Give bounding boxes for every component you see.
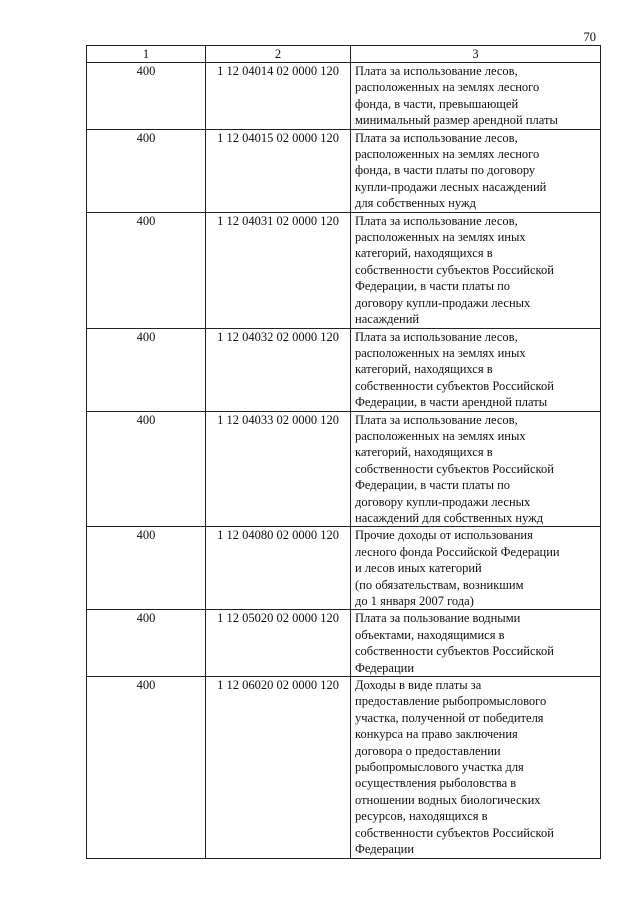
table-row bbox=[87, 527, 601, 610]
income-code-cell: 1 12 04080 02 0000 120 bbox=[206, 527, 351, 610]
table-row bbox=[87, 212, 601, 328]
admin-code-cell: 400 bbox=[87, 411, 206, 527]
income-name-cell: Плата за использование лесов, расположенных на землях иных категорий, находящихся в собственности субъектов Российской Федерации, в части платы по договору купли-продажи лесных насаждений bbox=[351, 212, 601, 328]
table-row bbox=[87, 328, 601, 411]
admin-code-cell: 400 bbox=[87, 212, 206, 328]
admin-code-cell: 400 bbox=[87, 677, 206, 858]
page-number: 70 bbox=[583, 30, 596, 44]
table-row bbox=[87, 411, 601, 527]
income-code-cell: 1 12 05020 02 0000 120 bbox=[206, 610, 351, 677]
table-row bbox=[87, 63, 601, 130]
budget-classification-table bbox=[86, 45, 601, 859]
income-code-cell: 1 12 04031 02 0000 120 bbox=[206, 212, 351, 328]
income-name-cell: Плата за использование лесов, расположенных на землях иных категорий, находящихся в собственности субъектов Российской Федерации, в части платы по договору купли-продажи лесных насаждений для собственных нужд bbox=[351, 411, 601, 527]
table-row bbox=[87, 129, 601, 212]
table-header-row bbox=[87, 46, 601, 63]
admin-code-cell: 400 bbox=[87, 610, 206, 677]
income-name-cell: Плата за использование лесов, расположенных на землях иных категорий, находящихся в собственности субъектов Российской Федерации, в части арендной платы bbox=[351, 328, 601, 411]
table-row bbox=[87, 677, 601, 858]
income-name-cell: Доходы в виде платы за предоставление рыбопромыслового участка, полученной от победителя конкурса на право заключения договора о предоставлении рыбопромыслового участка для осуществления рыболовства в отношении водных биологических ресурсов, находящихся в собственности субъектов Российской Федерации bbox=[351, 677, 601, 858]
income-code-cell: 1 12 04015 02 0000 120 bbox=[206, 129, 351, 212]
table-row bbox=[87, 610, 601, 677]
income-code-cell: 1 12 04014 02 0000 120 bbox=[206, 63, 351, 130]
income-code-cell: 1 12 04032 02 0000 120 bbox=[206, 328, 351, 411]
admin-code-cell: 400 bbox=[87, 527, 206, 610]
column-header-2: 2 bbox=[206, 46, 351, 63]
admin-code-cell: 400 bbox=[87, 129, 206, 212]
admin-code-cell: 400 bbox=[87, 328, 206, 411]
income-code-cell: 1 12 04033 02 0000 120 bbox=[206, 411, 351, 527]
column-header-3: 3 bbox=[351, 46, 601, 63]
admin-code-cell: 400 bbox=[87, 63, 206, 130]
income-name-cell: Прочие доходы от использования лесного фонда Российской Федерации и лесов иных категорий (по обязательствам, возникшим до 1 января 2007 года) bbox=[351, 527, 601, 610]
column-header-1: 1 bbox=[87, 46, 206, 63]
income-name-cell: Плата за пользование водными объектами, находящимися в собственности субъектов Российской Федерации bbox=[351, 610, 601, 677]
income-name-cell: Плата за использование лесов, расположенных на землях лесного фонда, в части, превышающей минимальный размер арендной платы bbox=[351, 63, 601, 130]
income-name-cell: Плата за использование лесов, расположенных на землях лесного фонда, в части платы по договору купли-продажи лесных насаждений для собственных нужд bbox=[351, 129, 601, 212]
income-code-cell: 1 12 06020 02 0000 120 bbox=[206, 677, 351, 858]
